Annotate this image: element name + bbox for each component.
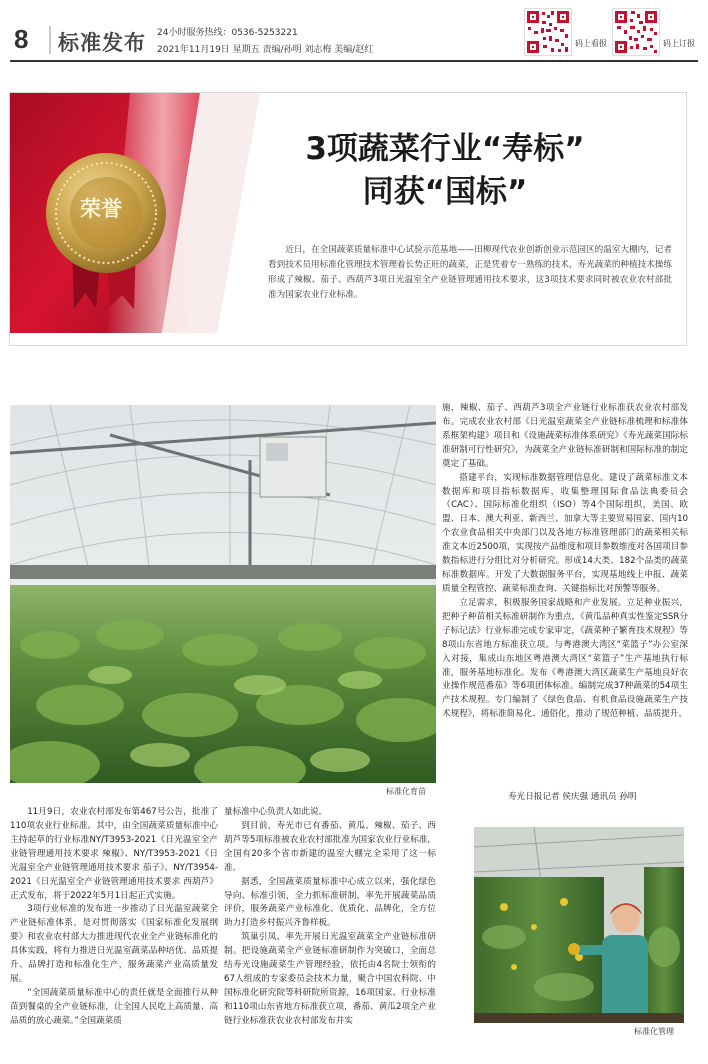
paragraph: 据悉，全国蔬菜质量标准中心成立以来，强化绿色导向、标准引领，全力抓标准研制，率先开展蔬菜品质评价，服务蔬菜产业标准化、优质化、品牌化，全方位助力打造乡村振兴齐鲁样板。	[224, 876, 436, 929]
paragraph: 11月9日，农业农村部发布第467号公告，批准了110项农业行业标准。其中，由全国蔬菜质量标准中心主持起草的行业标准NY/T3953-2021《日光温室全产业链管理通用技术要求 辣椒》、NY/T3953-2021《日光温室全产业链管理通用技术要求 茄子》、NY/T3954-2021《日光温室全产业链管理通用技术要求 西葫芦》正式发布，将于2022年5月1日起正式实施。	[10, 807, 218, 901]
paragraph: 立足需求，积极服务国家战略和产业发展。立足种业振兴，把种子种苗相关标准研制作为重点，《黄瓜品种真实性鉴定SSR分子标记法》行业标准完成专家审定，《蔬菜种子繁育技术规程》等8项山东省地方标准获立项。与粤港澳大湾区“菜篮子”办公室深入对接，集成山东地区粤港澳大湾区“菜篮子”生产基地执行标准，服务基地标准化。发布《粤港澳大湾区蔬菜生产基地良好农业操作规范番茄》等6项团体标准。编制完成37种蔬菜的54项生产技术规程。专门编制了《绿色食品、有机食品设施蔬菜生产技术规程》，将标准简易化、通俗化，推动了规范种植、品质提升。	[442, 597, 688, 720]
paragraph: 量标准中心负责人如此说。	[224, 807, 328, 817]
qr-left-label: 码上看报	[575, 39, 607, 48]
worker-greenhouse-photo	[474, 827, 684, 1023]
page-number: 8	[14, 24, 29, 54]
header-divider	[49, 26, 51, 54]
paragraph: 3项行业标准的发布进一步推动了日光温室蔬菜全产业链标准体系，是对贯彻落实《国家标准化发展纲要》和农业农村部大力推进现代农业全产业链标准化的具体实践，将有力推进日光温室蔬菜品种培优、品质提升、品牌打造和标准化生产，服务蔬菜产业高质量发展。	[10, 904, 218, 985]
article-column-1	[10, 806, 218, 1029]
photo2-caption: 标准化管理	[634, 1027, 674, 1036]
lead-paragraph: 近日，在全国蔬菜质量标准中心试验示范基地——田柳现代农业创新创业示范园区的温室大棚内，记者看到技术员用标准化管理技术管理着长势正旺的蔬菜，正是凭着专一熟练的技术，寿光蔬菜的种植技术操练形成了辣椒、茄子、西葫芦3项日光温室全产业链管理通用技术要求，这3项技术要求同时被农业农村部批准为国家农业行业标准。	[268, 245, 672, 301]
medal-label: 荣誉	[80, 197, 122, 221]
page-header	[0, 0, 708, 62]
article-column-right	[442, 402, 688, 722]
hotline: 24小时服务热线：0536-5253221	[157, 28, 298, 38]
header-rule	[10, 60, 698, 62]
greenhouse-seedling-photo	[10, 405, 436, 783]
qr-code-icon[interactable]	[524, 8, 572, 56]
paragraph: 筑巢引凤，率先开展日光温室蔬菜全产业链标准研制。把设施蔬菜全产业链标准研制作为突破口，全面总结寿光设施蔬菜生产管理经验，依托由4名院士领衔的67人组成的专家委员会技术力量，聚合中国农科院、中国标准化研究院等科研院所资源，16项国家、行业标准和110项山东省地方标准获立项，番茄、黄瓜2项全产业链行业标准获农业农村部发布并实	[224, 932, 436, 1026]
qr-right-label: 码上订报	[663, 39, 695, 48]
paragraph: 到目前，寿光市已有番茄、黄瓜、辣椒、茄子、西葫芦等5项标准被农业农村部批准为国家农业行业标准，全国有20多个省市新建的温室大棚完全采用了这一标准。	[224, 820, 436, 873]
qr-code-icon[interactable]	[612, 8, 660, 56]
paragraph: 搭建平台，实现标准数据管理信息化。建设了蔬菜标准文本数据库和项目指标数据库，收集整理国际食品法典委员会（CAC）、国际标准化组织（ISO）等4个国际组织，美国、欧盟、日本、澳大利亚、新西兰、加拿大等主要贸易国家、国内10个农业食品相关中央部门以及各地方标准管理部门的蔬菜相关标准文本近2500项，实现按产品维度和项目参数维度对各国项目参数指标进行分组比对分析研究。形成14大类、182个品类的蔬菜标准数据库。开发了大数据服务平台，实现基地线上申报、蔬菜质量全程管控、蔬菜标准查询、关键指标比对预警等服务。	[442, 472, 688, 594]
headline-banner	[10, 93, 686, 345]
paragraph: 施，辣椒、茄子、西葫芦3项全产业链行业标准获农业农村部发布。完成农业农村部《日光温室蔬菜全产业链标准梳理和标准体系框架构建》项目和《设施蔬菜标准体系研究》《寿光蔬菜国际标准研制可行性研究》，为蔬菜全产业链标准研制和国际标准的制定奠定了基础。	[442, 403, 688, 469]
dateline: 2021年11月19日 星期五 责编/孙明 刘志梅 美编/赵红	[157, 45, 374, 55]
section-title: 标准发布	[58, 31, 146, 55]
headline-line-2: 同获“国标”	[362, 174, 528, 210]
byline: 寿光日报记者 侯庆强 通讯员 孙明	[508, 792, 637, 802]
paragraph: “全国蔬菜质量标准中心的责任就是全面推行从种苗到餐桌的全产业链标准，让全国人民吃上高质量、高品质的放心蔬菜。”全国蔬菜质	[10, 987, 218, 1026]
photo1-caption: 标准化育苗	[386, 787, 426, 796]
article-column-2	[224, 806, 436, 1029]
headline-line-1: 3项蔬菜行业“寿标”	[305, 131, 585, 167]
